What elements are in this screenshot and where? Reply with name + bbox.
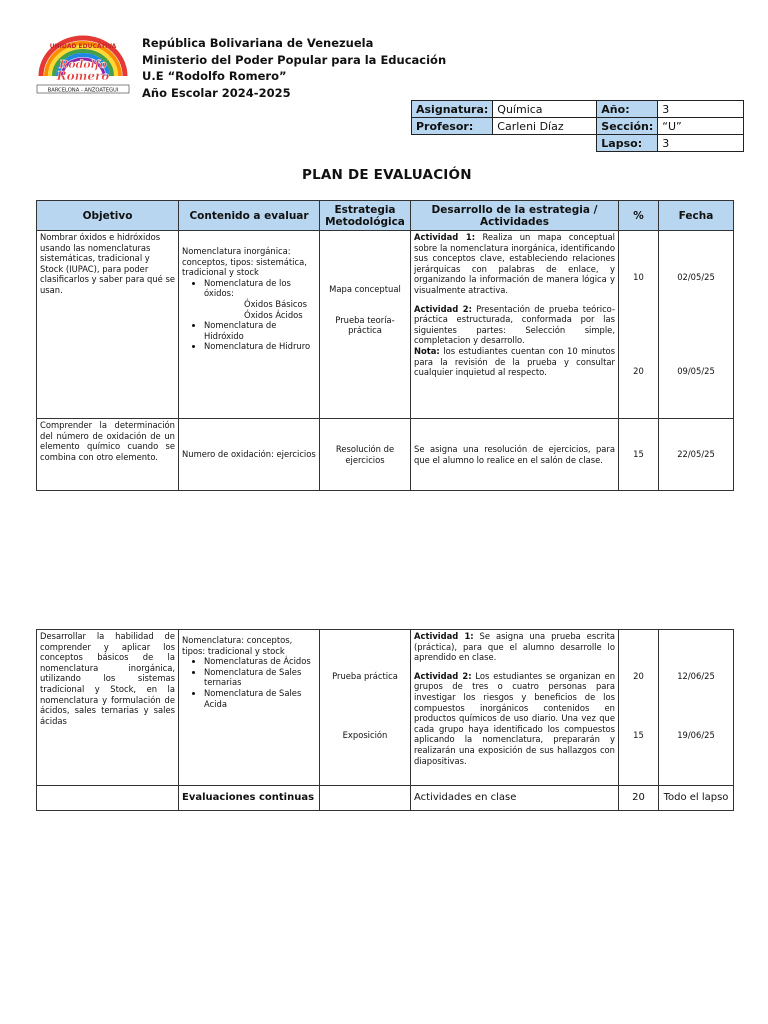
empty-cell	[320, 786, 411, 811]
contenido-cell: Evaluaciones continuas	[179, 786, 320, 811]
school-header	[142, 35, 446, 101]
logo-name-2: Romero	[56, 69, 110, 83]
activity-1-label: Actividad 1:	[414, 232, 476, 242]
asignatura-value: Química	[493, 101, 597, 118]
pct-2: 15	[633, 729, 644, 740]
note-label: Nota:	[414, 345, 440, 356]
activity-1-text: Se asigna una prueba escrita (práctica), para que el alumno desarrolle lo aprendido en clase.	[414, 631, 615, 663]
activity-1-label: Actividad 1:	[414, 631, 474, 641]
logo-name-1: Rodolfo	[59, 58, 107, 71]
ano-value: 3	[658, 101, 744, 118]
activity-2-label: Actividad 2:	[414, 670, 472, 681]
objetivo-cell: Nombrar óxidos e hidróxidos usando las nomenclaturas sistemáticas, tradicional y Stock (IUPAC), para poder clasificarlos y saber para qué se usan.	[37, 231, 179, 419]
plan-table-part-1	[36, 200, 734, 491]
plan-table-part-2	[36, 629, 734, 811]
header-line-4: Año Escolar 2024-2025	[142, 85, 291, 100]
lapso-value: 3	[658, 135, 744, 152]
estrategia-1: Mapa conceptual	[329, 284, 401, 294]
ano-label: Año:	[597, 101, 658, 118]
page-title: PLAN DE EVALUACIÓN	[302, 167, 472, 183]
profesor-value: Carleni Díaz	[493, 118, 597, 135]
estrategia-cell: Resolución de ejercicios	[320, 419, 411, 491]
activity-2-label: Actividad 2:	[414, 303, 472, 314]
logo-arc-text: UNIDAD EDUCATIVA	[49, 43, 117, 50]
activity-1-text: Realiza un mapa conceptual sobre la nomenclatura inorgánica, identificando sus conceptos clave, estableciendo relaciones jerárquicas con palabras de enlace, y organizando la información de manera lógica y visualmente atractiva.	[414, 232, 615, 295]
header-line-2: Ministerio del Poder Popular para la Educación	[142, 52, 447, 67]
seccion-value: “U”	[658, 118, 744, 135]
pct-cell	[619, 630, 659, 786]
header-line-3: U.E “Rodolfo Romero”	[142, 69, 287, 83]
table-row	[37, 419, 734, 491]
fecha-cell	[659, 231, 734, 419]
profesor-label: Profesor:	[412, 118, 493, 135]
table-row	[37, 786, 734, 811]
note-text: los estudiantes cuentan con 10 minutos para la revisión de la prueba y consultar cualquier inquietud al respecto.	[414, 345, 615, 378]
fecha-2: 19/06/25	[677, 729, 715, 740]
contenido-intro: Nomenclatura inorgánica: conceptos, tipos: sistemática, tradicional y stock	[182, 246, 307, 278]
empty-cell	[37, 786, 179, 811]
estrategia-cell	[320, 630, 411, 786]
pct-1: 10	[633, 272, 644, 282]
lapso-label: Lapso:	[597, 135, 658, 152]
empty-cell	[412, 135, 493, 152]
pct-cell	[619, 231, 659, 419]
header-line-1: República Bolivariana de Venezuela	[142, 36, 374, 50]
empty-cell	[493, 135, 597, 152]
list-item: • Nomenclatura de los óxidos:	[204, 278, 316, 299]
col-fecha: Fecha	[659, 201, 734, 231]
fecha-1: 12/06/25	[677, 671, 715, 681]
estrategia-2: Exposición	[342, 729, 388, 740]
col-estrategia: Estrategia Metodológica	[320, 201, 411, 231]
list-item: • Nomenclatura de Hidruro	[204, 341, 316, 352]
list-item: • Nomenclatura de Sales ternarias	[204, 667, 316, 688]
list-item: • Nomenclatura de Hidróxido	[204, 320, 316, 341]
pct-cell: 20	[619, 786, 659, 811]
contenido-cell	[179, 630, 320, 786]
activity-2-text: Los estudiantes se organizan en grupos de tres o cuatro personas para investigar los riesgos y beneficios de los compuestos inorgánicos contenidos en productos químicos de uso diario. Una vez que cada grupo haya identificado los compuestos aplicando la nomenclatura, prepararán y realizarán una exposición de sus hallazgos con diapositivas.	[414, 670, 616, 766]
list-item: • Nomenclatura de Sales Acida	[204, 688, 316, 709]
info-table	[411, 100, 744, 152]
fecha-1: 02/05/25	[677, 272, 715, 282]
desarrollo-cell: Actividades en clase	[411, 786, 619, 811]
activity-2-text: Presentación de prueba teórico-práctica estructurada, conformada por las siguientes partes: Selección simple, completacion y desarrollo.	[414, 303, 615, 346]
list-item: Óxidos Ácidos	[244, 309, 303, 320]
contenido-cell: Numero de oxidación: ejercicios	[179, 419, 320, 491]
estrategia-1: Prueba práctica	[332, 671, 398, 681]
desarrollo-cell: Se asigna una resolución de ejercicios, para que el alumno lo realice en el salón de clase.	[411, 419, 619, 491]
objetivo-cell: Comprender la determinación del número de oxidación de un elemento químico cuando se combina con otro elemento.	[37, 419, 179, 491]
col-contenido: Contenido a evaluar	[179, 201, 320, 231]
school-logo	[33, 34, 133, 96]
pct-2: 20	[633, 365, 644, 376]
col-pct: %	[619, 201, 659, 231]
estrategia-2: Prueba teoría-práctica	[335, 314, 395, 336]
logo-bottom-text: BARCELONA - ANZOATEGUI	[47, 87, 119, 94]
desarrollo-cell	[411, 231, 619, 419]
fecha-2: 09/05/25	[677, 365, 715, 376]
estrategia-cell	[320, 231, 411, 419]
contenido-cell	[179, 231, 320, 419]
objetivo-cell: Desarrollar la habilidad de comprender y aplicar los conceptos básicos de la nomenclatura inorgánica, utilizando los sistemas tradicional y Stock, en la nomenclatura y formulación de ácidos, sales ternarias y sales ácidas	[37, 630, 179, 786]
asignatura-label: Asignatura:	[412, 101, 493, 118]
list-item: Óxidos Básicos	[244, 298, 308, 309]
desarrollo-cell	[411, 630, 619, 786]
pct-cell: 15	[619, 419, 659, 491]
table-row	[37, 630, 734, 786]
fecha-cell: 22/05/25	[659, 419, 734, 491]
seccion-label: Sección:	[597, 118, 658, 135]
contenido-intro: Nomenclatura: conceptos, tipos: tradicional y stock	[182, 635, 293, 656]
fecha-cell: Todo el lapso	[659, 786, 734, 811]
col-desarrollo: Desarrollo de la estrategia / Actividades	[411, 201, 619, 231]
col-objetivo: Objetivo	[37, 201, 179, 231]
fecha-cell	[659, 630, 734, 786]
pct-1: 20	[633, 671, 644, 681]
table-row	[37, 231, 734, 419]
list-item: • Nomenclaturas de Ácidos	[204, 656, 316, 667]
